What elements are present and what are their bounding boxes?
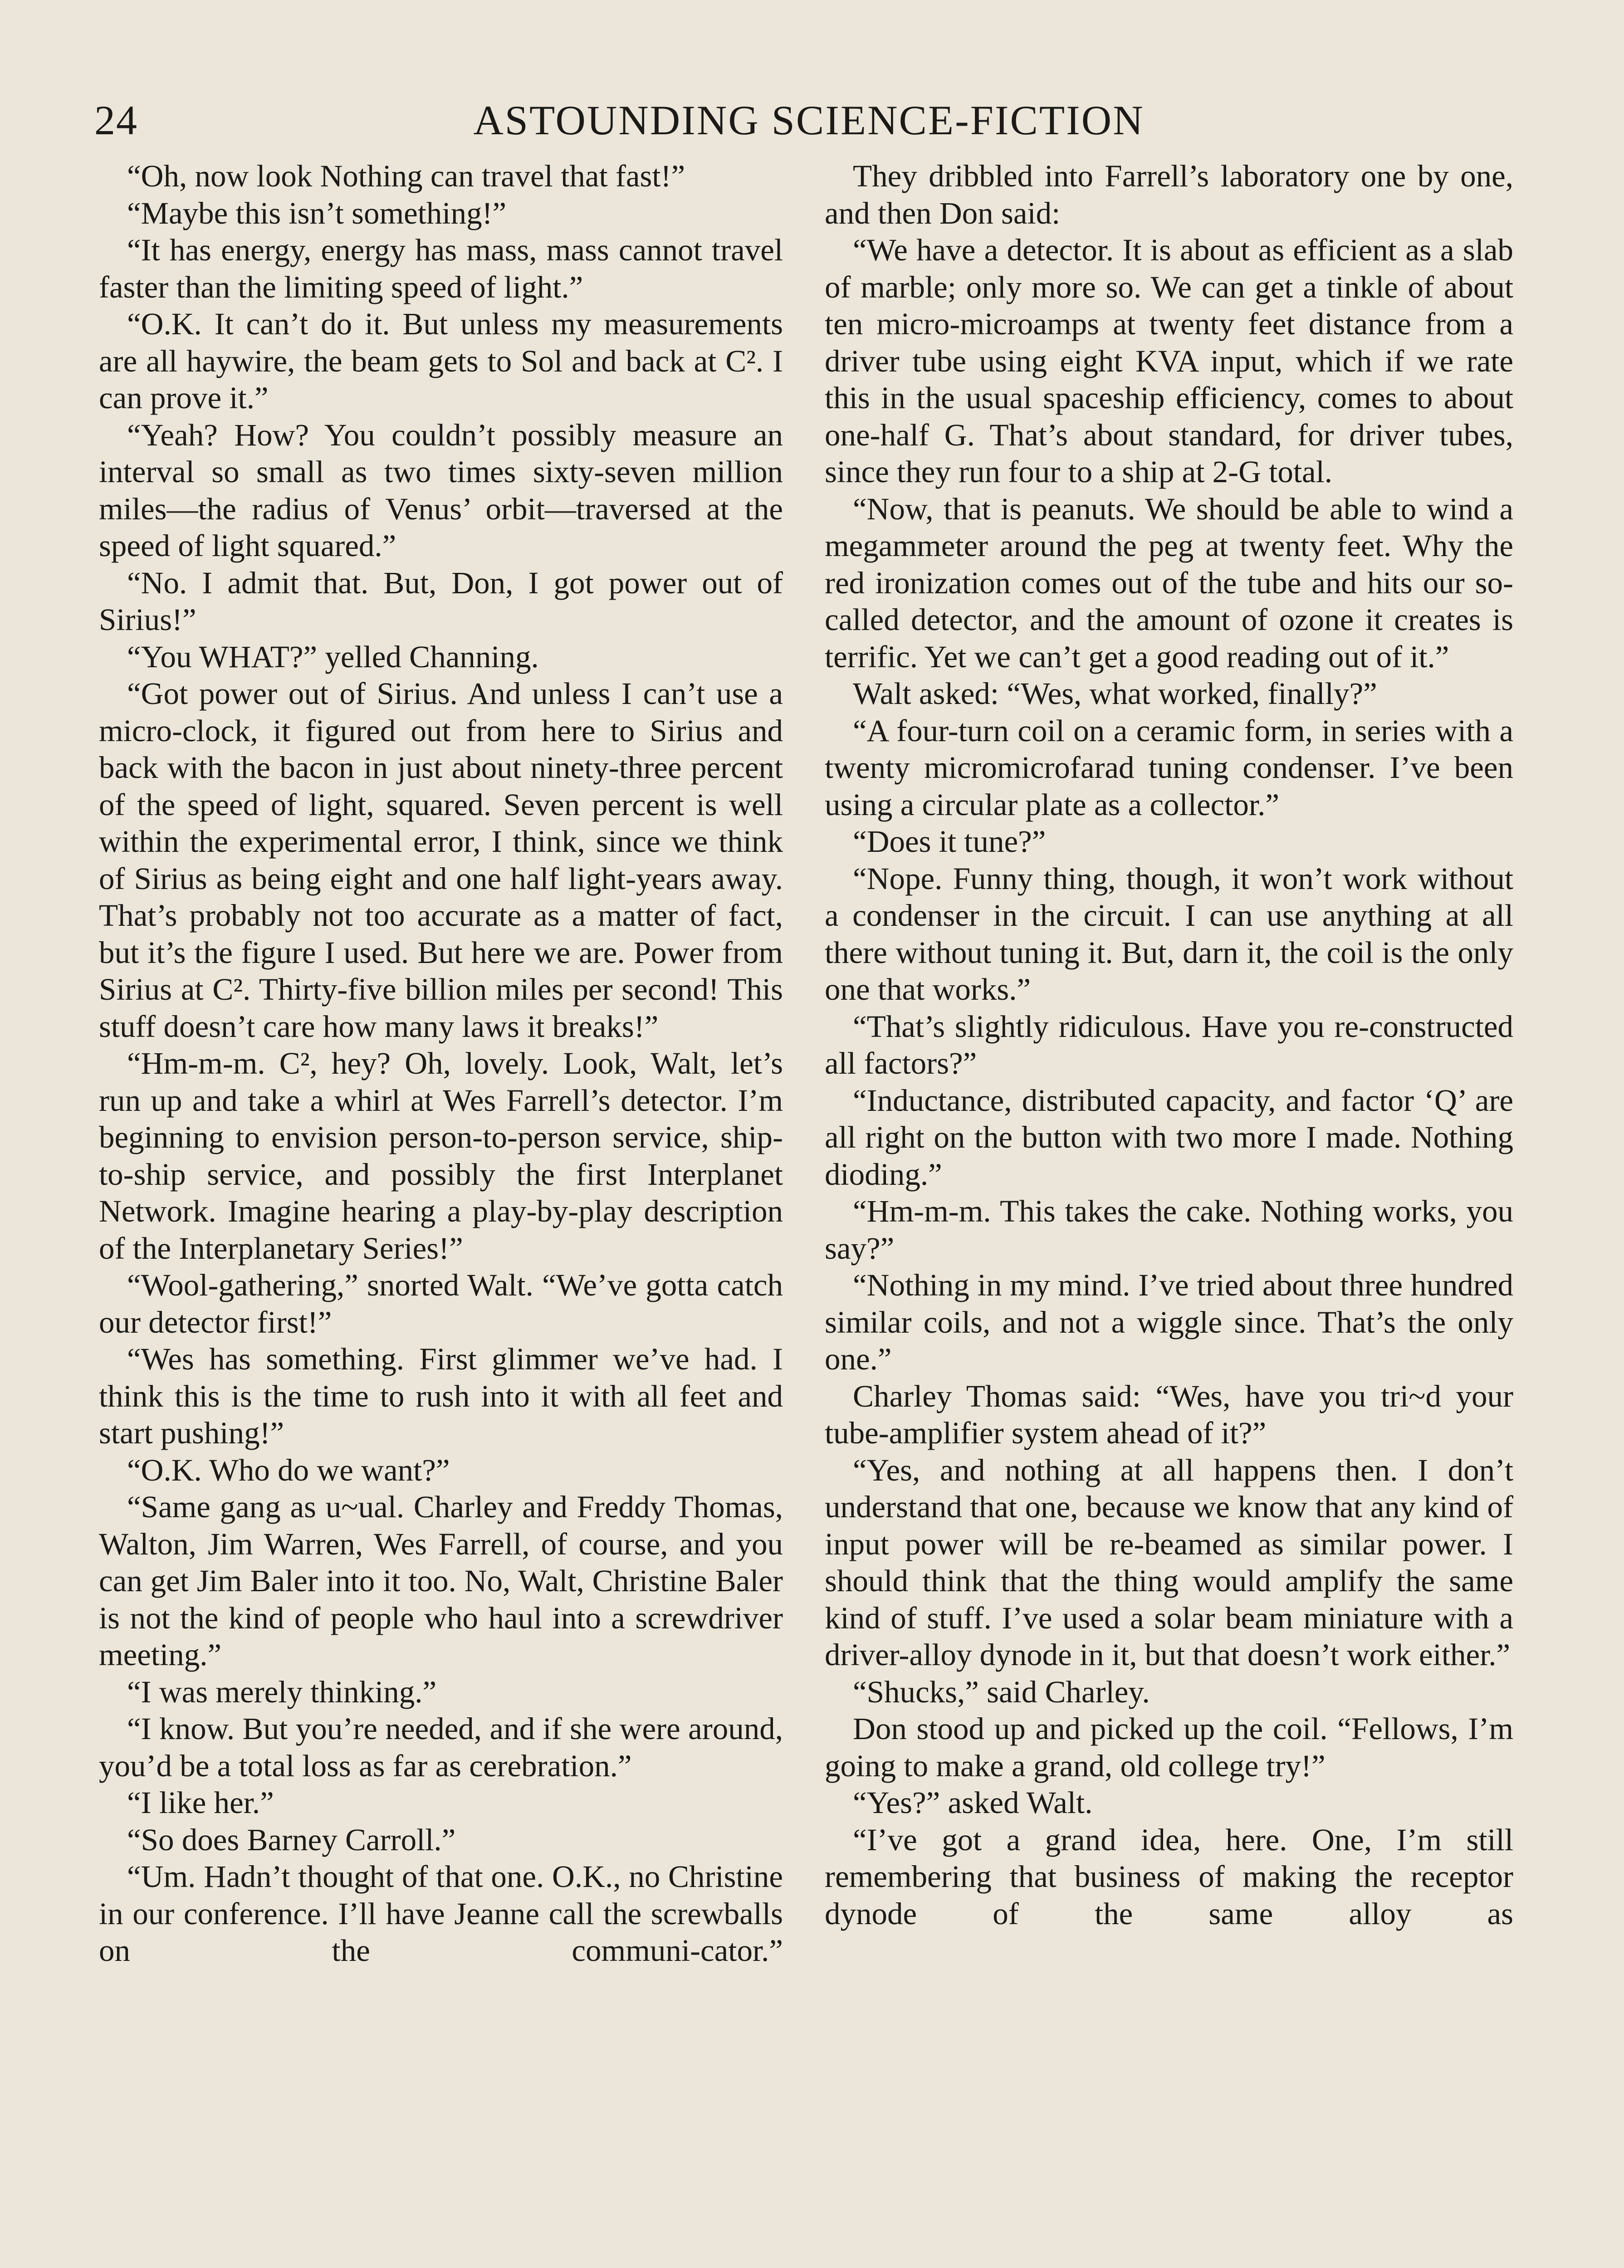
paragraph: “Yes?” asked Walt. bbox=[853, 1785, 1093, 1820]
paragraph: “I know. But you’re needed, and if she were around, you’d be a total loss as far as cerebration.” bbox=[99, 1711, 783, 1783]
right-text-column bbox=[825, 158, 1513, 1932]
paragraph: “Inductance, distributed capacity, and factor ‘Q’ are all right on the button with two more I made. Nothing dioding.” bbox=[825, 1083, 1513, 1192]
paragraph: “Nothing in my mind. I’ve tried about three hundred similar coils, and not a wiggle since. That’s the only one.” bbox=[825, 1268, 1513, 1376]
paragraph: Walt asked: “Wes, what worked, finally?” bbox=[853, 676, 1377, 711]
paragraph: “I was merely thinking.” bbox=[127, 1674, 437, 1709]
paragraph: “You WHAT?” yelled Channing. bbox=[127, 639, 539, 674]
paragraph: “I’ve got a grand idea, here. One, I’m still remembering that business of making the receptor dynode of the same alloy as bbox=[825, 1822, 1513, 1931]
paragraph: “Shucks,” said Charley. bbox=[853, 1674, 1150, 1709]
paragraph: “Yeah? How? You couldn’t possibly measure an interval so small as two times sixty-seven million miles—the radius of Venus’ orbit—traversed at the speed of light squared.” bbox=[99, 417, 783, 563]
paragraph: “Yes, and nothing at all happens then. I don’t understand that one, because we know that any kind of input power will be re-beamed as similar power. I should think that the thing would amplify the same kind of stuff. I’ve used a solar beam miniature with a driver-alloy dynode in it, but that doesn’t work either.” bbox=[825, 1452, 1513, 1672]
paragraph: “O.K. It can’t do it. But unless my measurements are all haywire, the beam gets to Sol and back at C². I can prove it.” bbox=[99, 307, 783, 415]
paragraph: “Same gang as u~ual. Charley and Freddy Thomas, Walton, Jim Warren, Wes Farrell, of course, and you can get Jim Baler into it too. No, Walt, Christine Baler is not the kind of people who haul into a screwdriver meeting.” bbox=[99, 1490, 783, 1672]
paragraph: “It has energy, energy has mass, mass cannot travel faster than the limiting speed of light.” bbox=[99, 233, 783, 304]
paragraph: “Um. Hadn’t thought of that one. O.K., no Christine in our conference. I’ll have Jeanne call the screwballs on the communi-cator.” bbox=[99, 1859, 783, 1968]
paragraph: “Hm-m-m. C², hey? Oh, lovely. Look, Walt, let’s run up and take a whirl at Wes Farrell’s detector. I’m beginning to envision person-to-person service, ship-to-ship service, and possibly the first Interplanet Network. Imagine hearing a play-by-play description of the Interplanetary Series!” bbox=[99, 1046, 783, 1266]
paragraph: “O.K. Who do we want?” bbox=[127, 1452, 450, 1487]
paragraph: “Oh, now look Nothing can travel that fast!” bbox=[127, 159, 685, 193]
paragraph: “Wool-gathering,” snorted Walt. “We’ve gotta catch our detector first!” bbox=[99, 1268, 783, 1339]
paragraph: “No. I admit that. But, Don, I got power out of Sirius!” bbox=[99, 565, 783, 637]
paragraph: “So does Barney Carroll.” bbox=[127, 1822, 456, 1857]
paragraph: “That’s slightly ridiculous. Have you re-constructed all factors?” bbox=[825, 1009, 1513, 1080]
paragraph: “We have a detector. It is about as efficient as a slab of marble; only more so. We can get a tinkle of about ten micro-microamps at twenty feet distance from a driver tube using eight KVA input, which if we rate this in the usual spaceship efficiency, comes to about one-half G. That’s about standard, for driver tubes, since they run four to a ship at 2-G total. bbox=[825, 233, 1513, 489]
paragraph: “Hm-m-m. This takes the cake. Nothing works, you say?” bbox=[825, 1194, 1513, 1266]
paragraph: “Wes has something. First glimmer we’ve had. I think this is the time to rush into it with all feet and start pushing!” bbox=[99, 1342, 783, 1450]
paragraph: “Got power out of Sirius. And unless I can’t use a micro-clock, it figured out from here to Sirius and back with the bacon in just about ninety-three percent of the speed of light, squared. Seven percent is well within the experimental error, I think, since we think of Sirius as being eight and one half light-years away. That’s probably not too accurate as a matter of fact, but it’s the figure I used. But here we are. Power from Sirius at C². Thirty-five billion miles per second! This stuff doesn’t care how many laws it breaks!” bbox=[99, 676, 783, 1044]
magazine-title: ASTOUNDING SCIENCE-FICTION bbox=[473, 97, 1145, 143]
paragraph: Don stood up and picked up the coil. “Fellows, I’m going to make a grand, old college try!” bbox=[825, 1711, 1513, 1783]
page-header bbox=[94, 93, 1523, 147]
paragraph: “Now, that is peanuts. We should be able to wind a megammeter around the peg at twenty feet. Why the red ironization comes out of the tube and hits our so-called detector, and the amount of ozone it creates is terrific. Yet we can’t get a good reading out of it.” bbox=[825, 491, 1513, 674]
paragraph: “Does it tune?” bbox=[853, 824, 1046, 859]
paragraph: Charley Thomas said: “Wes, have you tri~d your tube-amplifier system ahead of it?” bbox=[825, 1378, 1513, 1450]
left-text-column bbox=[99, 158, 783, 1970]
paragraph: They dribbled into Farrell’s laboratory one by one, and then Don said: bbox=[825, 159, 1513, 230]
paragraph: “I like her.” bbox=[127, 1785, 274, 1820]
paragraph: “Maybe this isn’t something!” bbox=[127, 196, 507, 230]
page-number: 24 bbox=[94, 97, 138, 143]
paragraph: “Nope. Funny thing, though, it won’t work without a condenser in the circuit. I can use anything at all there without tuning it. But, darn it, the coil is the only one that works.” bbox=[825, 861, 1513, 1007]
paragraph: “A four-turn coil on a ceramic form, in series with a twenty micromicrofarad tuning condenser. I’ve been using a circular plate as a collector.” bbox=[825, 713, 1513, 822]
